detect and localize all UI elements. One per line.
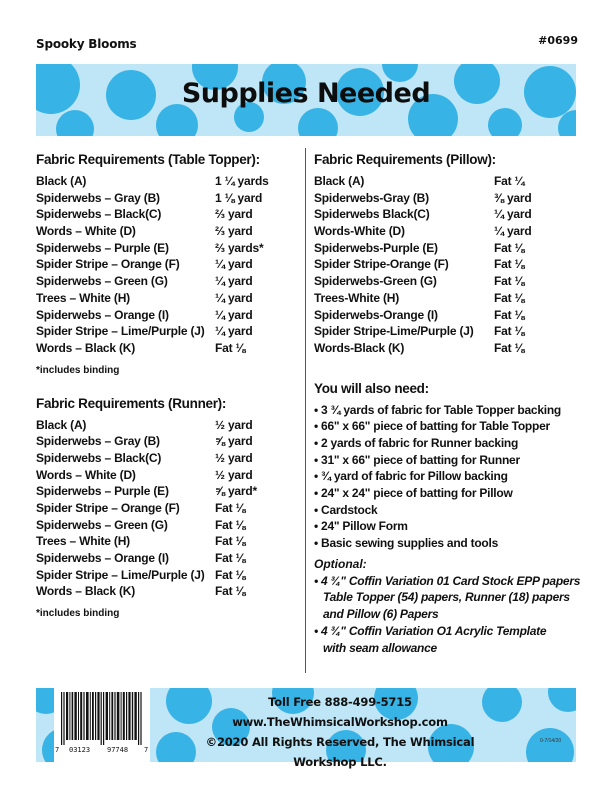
barcode-digit: 7 xyxy=(144,746,149,754)
barcode xyxy=(54,688,150,762)
fabric-name: Spider Stripe – Lime/Purple (J) xyxy=(36,324,205,339)
optional-item: • 4 ¾" Coffin Variation O1 Acrylic Template xyxy=(314,623,547,638)
fabric-name: Words-White (D) xyxy=(314,224,405,239)
list-item xyxy=(36,190,298,207)
fabric-name: Spiderwebs – Green (G) xyxy=(36,274,168,289)
column-divider xyxy=(305,148,306,673)
list-item xyxy=(36,517,298,534)
fabric-amount: 1 ⅛ yard xyxy=(215,190,263,205)
fabric-amount: ¼ yard xyxy=(494,224,532,239)
fabric-amount: ⅜ yard xyxy=(494,190,532,205)
list-item xyxy=(36,173,298,190)
list-item xyxy=(36,567,298,584)
list-item xyxy=(36,256,298,273)
fabric-name: Words – White (D) xyxy=(36,224,136,239)
optional-item-continued: Table Topper (54) papers, Runner (18) papers xyxy=(323,590,570,605)
pattern-name: Spooky Blooms xyxy=(36,37,137,51)
pillow-heading: Fabric Requirements (Pillow): xyxy=(314,152,496,167)
list-item xyxy=(314,206,576,223)
table-topper-heading: Fabric Requirements (Table Topper): xyxy=(36,152,260,167)
fabric-name: Spider Stripe-Lime/Purple (J) xyxy=(314,324,474,339)
list-item xyxy=(36,467,298,484)
fabric-name: Trees-White (H) xyxy=(314,290,400,305)
list-item xyxy=(314,340,576,357)
runner-heading: Fabric Requirements (Runner): xyxy=(36,395,227,411)
fabric-name: Spiderwebs – Purple (E) xyxy=(36,240,169,255)
optional-heading: Optional: xyxy=(314,556,367,571)
list-item xyxy=(36,240,298,257)
fabric-name: Spider Stripe – Orange (F) xyxy=(36,257,180,272)
fabric-amount: Fat ⅛ xyxy=(494,274,525,289)
list-item xyxy=(36,223,298,240)
list-item xyxy=(36,483,298,500)
list-item xyxy=(314,273,576,290)
fabric-name: Spiderwebs-Gray (B) xyxy=(314,190,429,205)
list-item: • 3 ¾ yards of fabric for Table Topper backing xyxy=(314,402,561,417)
fabric-amount: ½ yard xyxy=(215,417,253,432)
list-item xyxy=(36,433,298,450)
list-item xyxy=(36,273,298,290)
fabric-name: Spiderwebs-Purple (E) xyxy=(314,240,438,255)
fabric-amount: ¼ yard xyxy=(215,290,253,305)
header-banner xyxy=(36,64,576,136)
list-item xyxy=(36,323,298,340)
list-item xyxy=(36,583,298,600)
fabric-amount: ½ yard xyxy=(215,467,253,482)
list-item xyxy=(36,550,298,567)
list-item xyxy=(36,206,298,223)
fabric-name: Black (A) xyxy=(36,174,87,188)
fabric-amount: ¼ yard xyxy=(215,324,253,339)
list-item xyxy=(314,173,576,190)
list-item xyxy=(314,190,576,207)
fabric-name: Words – Black (K) xyxy=(36,340,136,355)
fabric-amount: ⅝ yard xyxy=(215,434,253,449)
fabric-amount: Fat ⅛ xyxy=(215,534,246,549)
footer-phone: Toll Free 888-499-5715 xyxy=(268,695,412,709)
fabric-amount: Fat ⅛ xyxy=(494,290,525,305)
fabric-name: Spiderwebs – Black(C) xyxy=(36,207,162,222)
list-item: • Basic sewing supplies and tools xyxy=(314,536,498,551)
list-item xyxy=(314,240,576,257)
fabric-amount: Fat ⅛ xyxy=(494,307,525,322)
fabric-amount: Fat ⅛ xyxy=(494,324,525,339)
fabric-amount: Fat ⅛ xyxy=(215,501,246,515)
fabric-name: Spiderwebs – Orange (I) xyxy=(36,551,169,566)
list-item: • 31" x 66" piece of batting for Runner xyxy=(314,452,520,467)
fabric-name: Spiderwebs – Green (G) xyxy=(36,517,168,532)
fabric-amount: ⅝ yard* xyxy=(215,484,257,499)
footer-contact xyxy=(180,692,500,772)
fabric-name: Spiderwebs-Orange (I) xyxy=(314,307,438,322)
fabric-amount: ⅔ yards* xyxy=(215,240,264,255)
list-item: • ¾ yard of fabric for Pillow backing xyxy=(314,469,508,484)
list-item xyxy=(314,223,576,240)
optional-item-continued: with seam allowance xyxy=(323,640,437,655)
list-item: • 66" x 66" piece of batting for Table Topper xyxy=(314,419,550,434)
fabric-amount: ¼ yard xyxy=(215,274,253,289)
fabric-amount: Fat ⅛ xyxy=(494,257,525,272)
fabric-name: Spiderwebs – Gray (B) xyxy=(36,434,160,449)
right-column xyxy=(314,152,581,656)
left-column xyxy=(36,152,298,619)
list-item xyxy=(314,256,576,273)
binding-note: *includes binding xyxy=(36,608,120,620)
fabric-name: Trees – White (H) xyxy=(36,290,130,305)
fabric-amount: ¼ yard xyxy=(494,207,532,222)
table-topper-list xyxy=(36,173,298,357)
fabric-amount: 1 ¼ yards xyxy=(215,174,269,188)
barcode-digit: 03123 xyxy=(69,746,91,754)
footer-website[interactable]: www.TheWhimsicalWorkshop.com xyxy=(232,715,448,729)
barcode-bars xyxy=(61,692,143,745)
fabric-amount: Fat ⅛ xyxy=(215,584,246,599)
fabric-name: Spider Stripe – Orange (F) xyxy=(36,501,180,515)
fabric-amount: Fat ⅛ xyxy=(215,517,246,532)
page-title: Supplies Needed xyxy=(181,78,431,109)
list-item xyxy=(36,450,298,467)
also-need-list xyxy=(314,402,576,552)
fabric-name: Black (A) xyxy=(314,174,365,188)
list-item: • Cardstock xyxy=(314,502,378,517)
barcode-digit: 7 xyxy=(55,746,60,754)
list-item: • 2 yards of fabric for Runner backing xyxy=(314,435,519,450)
list-item xyxy=(36,290,298,307)
list-item xyxy=(314,307,576,324)
revision-code: 0-7/14/20 xyxy=(540,738,562,744)
optional-item: • 4 ¾" Coffin Variation 01 Card Stock EPP papers xyxy=(314,573,581,588)
list-item: • 24" Pillow Form xyxy=(314,519,408,534)
fabric-name: Spiderwebs – Orange (I) xyxy=(36,307,169,322)
fabric-amount: Fat ⅛ xyxy=(494,240,525,255)
fabric-name: Spiderwebs – Black(C) xyxy=(36,450,162,465)
fabric-name: Words-Black (K) xyxy=(314,340,405,355)
footer-copyright: ©2020 All Rights Reserved, The Whimsical Workshop LLC. xyxy=(205,735,475,769)
fabric-amount: Fat ⅛ xyxy=(215,551,246,566)
fabric-amount: ⅔ yard xyxy=(215,207,253,222)
list-item xyxy=(314,290,576,307)
fabric-amount: ½ yard xyxy=(215,450,253,465)
list-item: • 24" x 24" piece of batting for Pillow xyxy=(314,486,513,500)
fabric-name: Spiderwebs Black(C) xyxy=(314,207,430,222)
fabric-name: Spider Stripe-Orange (F) xyxy=(314,257,449,272)
fabric-name: Words – Black (K) xyxy=(36,584,136,599)
binding-note: *includes binding xyxy=(36,364,120,376)
fabric-amount: ¼ yard xyxy=(215,307,253,322)
fabric-amount: ¼ yard xyxy=(215,257,253,272)
barcode-digit: 97748 xyxy=(107,746,129,754)
fabric-name: Black (A) xyxy=(36,417,87,432)
fabric-name: Spiderwebs-Green (G) xyxy=(314,274,437,289)
fabric-amount: Fat ¼ xyxy=(494,174,525,188)
list-item xyxy=(314,323,576,340)
list-item xyxy=(36,500,298,517)
fabric-amount: Fat ⅛ xyxy=(215,567,246,582)
list-item xyxy=(36,533,298,550)
fabric-name: Spiderwebs – Purple (E) xyxy=(36,484,169,499)
fabric-amount: Fat ⅛ xyxy=(494,340,525,355)
optional-item-continued: and Pillow (6) Papers xyxy=(323,607,439,622)
runner-list xyxy=(36,417,298,601)
pillow-list xyxy=(314,173,576,357)
list-item xyxy=(36,340,298,357)
list-item xyxy=(36,307,298,324)
pattern-number: #0699 xyxy=(538,34,578,47)
fabric-amount: Fat ⅛ xyxy=(215,340,246,355)
fabric-amount: ⅔ yard xyxy=(215,224,253,239)
list-item xyxy=(36,417,298,434)
fabric-name: Trees – White (H) xyxy=(36,534,130,549)
fabric-name: Words – White (D) xyxy=(36,467,136,482)
fabric-name: Spider Stripe – Lime/Purple (J) xyxy=(36,567,205,582)
fabric-name: Spiderwebs – Gray (B) xyxy=(36,190,160,205)
also-need-heading: You will also need: xyxy=(314,380,429,396)
